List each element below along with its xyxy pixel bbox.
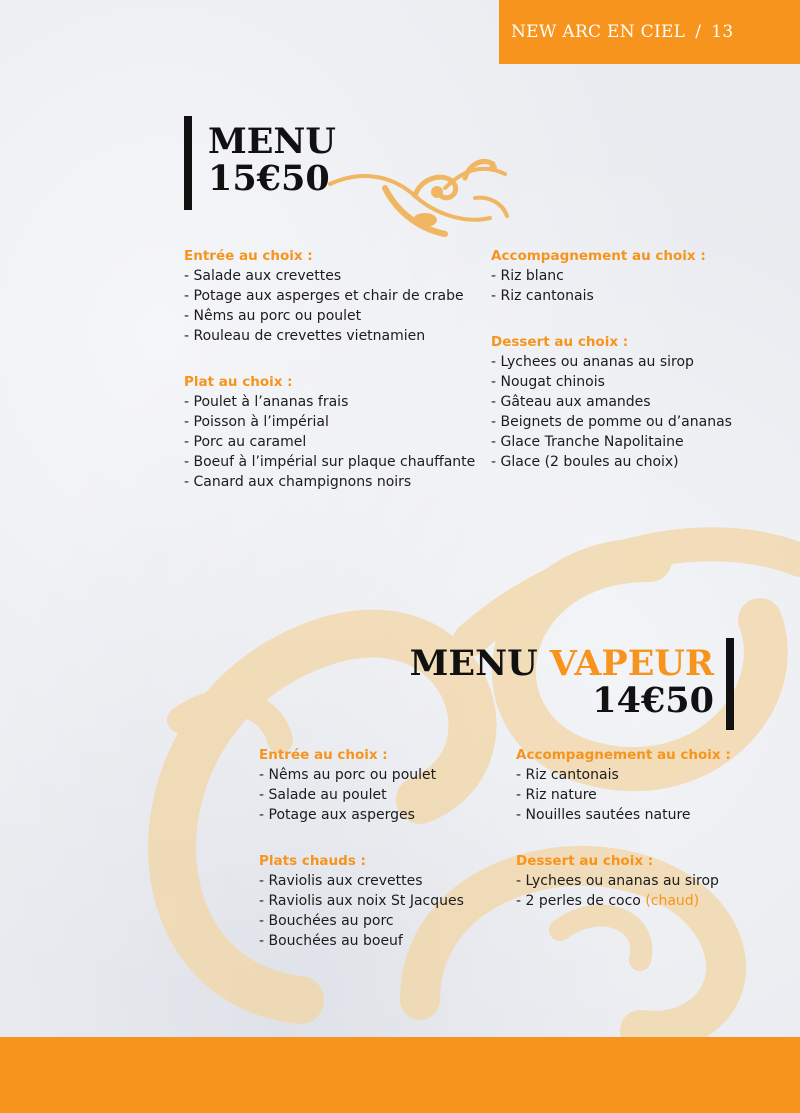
menu1-left-column: [184, 246, 475, 492]
menu2-right-column: [516, 745, 731, 911]
menu2-title-word: MENU: [409, 643, 538, 684]
menu-item: - Glace (2 boules au choix): [491, 454, 679, 470]
menu2-left-column: [259, 745, 464, 951]
section-heading: Dessert au choix :: [491, 334, 629, 350]
page-footer-bar: [0, 1037, 800, 1113]
menu2-right-section-accompagnement: [516, 745, 731, 825]
menu-item: - Poisson à l’impérial: [184, 414, 329, 430]
menu-item: - Potage aux asperges: [259, 807, 415, 823]
menu-item: - Nougat chinois: [491, 374, 605, 390]
menu2-title-accent-word: VAPEUR: [549, 643, 714, 684]
menu-item: - Salade au poulet: [259, 787, 387, 803]
menu-item: - Rouleau de crevettes vietnamien: [184, 328, 426, 344]
flourish-ornament: [325, 158, 515, 240]
menu-item: - Raviolis aux noix St Jacques: [259, 893, 464, 909]
menu2-price: 14€50: [592, 679, 714, 721]
menu1-left-section-plat: [184, 372, 475, 492]
menu-item: - Raviolis aux crevettes: [259, 873, 423, 889]
section-heading: Plat au choix :: [184, 374, 293, 390]
header-separator: /: [695, 22, 702, 42]
menu1-left-section-entree: [184, 246, 475, 346]
menu-item: - Porc au caramel: [184, 434, 307, 450]
menu-item: - Poulet à l’ananas frais: [184, 394, 349, 410]
menu-item: [516, 891, 731, 911]
menu1-right-section-dessert: [491, 332, 732, 472]
menu-item: - Riz cantonais: [491, 288, 594, 304]
menu-item: - Salade aux crevettes: [184, 268, 342, 284]
menu-item: - Glace Tranche Napolitaine: [491, 434, 684, 450]
section-heading: Entrée au choix :: [184, 248, 313, 264]
menu-item: - Nêms au porc ou poulet: [184, 308, 362, 324]
menu-item: - Lychees ou ananas au sirop: [516, 873, 719, 889]
menu2-title-bar: [726, 638, 734, 730]
menu-item: - Beignets de pomme ou d’ananas: [491, 414, 732, 430]
menu2-left-section-entree: [259, 745, 464, 825]
page-number: 13: [711, 22, 734, 42]
menu1-title: [208, 121, 336, 199]
menu2-left-section-plats: [259, 851, 464, 951]
menu-item: - Lychees ou ananas au sirop: [491, 354, 694, 370]
section-heading: Entrée au choix :: [259, 747, 388, 763]
menu-item: - Bouchées au boeuf: [259, 933, 403, 949]
brand-name: NEW ARC EN CIEL: [511, 22, 686, 42]
menu1-right-column: [491, 246, 732, 472]
menu-item: - Potage aux asperges et chair de crabe: [184, 288, 464, 304]
section-heading: Accompagnement au choix :: [491, 248, 706, 264]
menu-item: - Bouchées au porc: [259, 913, 394, 929]
menu1-title-word: MENU: [208, 121, 336, 162]
menu-item-note: (chaud): [645, 893, 700, 909]
menu-item: - Riz nature: [516, 787, 597, 803]
menu1-title-bar: [184, 116, 192, 210]
menu-item: - Nêms au porc ou poulet: [259, 767, 437, 783]
menu-item: - Nouilles sautées nature: [516, 807, 691, 823]
menu-item-text: - 2 perles de coco: [516, 893, 641, 909]
section-heading: Dessert au choix :: [516, 853, 654, 869]
menu-item: - Riz cantonais: [516, 767, 619, 783]
menu-item: - Riz blanc: [491, 268, 564, 284]
menu1-right-section-accompagnement: [491, 246, 732, 306]
menu-item: - Boeuf à l’impérial sur plaque chauffante: [184, 454, 476, 470]
menu-item: - Canard aux champignons noirs: [184, 474, 412, 490]
section-heading: Accompagnement au choix :: [516, 747, 731, 763]
section-heading: Plats chauds :: [259, 853, 366, 869]
menu-item: - Gâteau aux amandes: [491, 394, 651, 410]
menu2-title: [409, 643, 714, 721]
menu2-right-section-dessert: [516, 851, 731, 911]
menu1-price: 15€50: [208, 157, 330, 199]
menu2-title-line: [409, 643, 714, 684]
page-header-tab: [499, 0, 800, 64]
